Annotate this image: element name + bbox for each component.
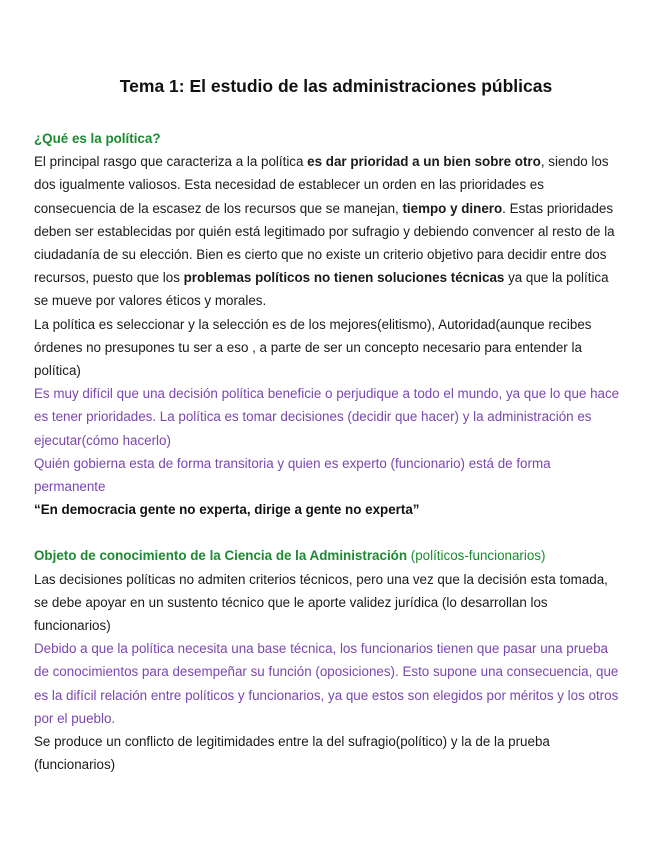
highlighted-paragraph: Quién gobierna esta de forma transitoria y quien es experto (funcionario) está de forma permanente: [34, 455, 551, 495]
text-run: El principal rasgo que caracteriza a la política: [34, 154, 308, 170]
section-politica: [34, 127, 624, 521]
text-run: ya que la política se mueve por valores éticos y morales.: [34, 270, 609, 309]
bold-phrase: tiempo y dinero: [402, 200, 503, 216]
text-run: . Estas prioridades deben ser establecidas por quién está legitimado por sufragio y debiendo convencer al resto de la ciudadanía de su elección. Bien es cierto que no existe un criterio objetivo para decidir entre dos recursos, puesto que los: [34, 200, 615, 286]
section-heading-note: (políticos-funcionarios): [407, 548, 546, 564]
bold-phrase: es dar prioridad a un bien sobre otro: [307, 154, 541, 170]
text-run: , siendo los dos igualmente valiosos. Esta necesidad de establecer un orden en las prioridades es consecuencia de la escasez de los recursos que se manejan,: [34, 154, 609, 216]
highlighted-paragraph: Debido a que la política necesita una base técnica, los funcionarios tienen que pasar una prueba de conocimientos para desempeñar su función (oposiciones). Esto supone una consecuencia, que es la difícil relación entre políticos y funcionarios, ya que estos son elegidos por méritos y los otros por el pueblo.: [34, 641, 619, 726]
section-heading: ¿Qué es la política?: [34, 131, 161, 146]
spacer: [34, 521, 624, 544]
paragraph: [34, 150, 624, 312]
quote: “En democracia gente no experta, dirige a gente no experta”: [34, 502, 420, 518]
section-heading-line: [34, 544, 624, 567]
document-page: [34, 76, 624, 776]
highlighted-paragraph: Es muy difícil que una decisión política beneficie o perjudique a todo el mundo, ya que lo que hace es tener prioridades. La política es tomar decisiones (decidir que hacer) y la administración es ejecutar(cómo hacerlo): [34, 386, 620, 448]
paragraph: Se produce un conflicto de legitimidades entre la del sufragio(político) y la de la prueba (funcionarios): [34, 734, 550, 773]
section-objeto: [34, 544, 624, 776]
paragraph: La política es seleccionar y la selección es de los mejores(elitismo), Autoridad(aunque recibes órdenes no presupones tu ser a eso , a parte de ser un concepto necesario para entender la política): [34, 316, 592, 379]
page-title: Tema 1: El estudio de las administraciones públicas: [119, 76, 553, 96]
paragraph: Las decisiones políticas no admiten criterios técnicos, pero una vez que la decisión esta tomada, se debe apoyar en un sustento técnico que le aporte validez jurídica (lo desarrollan los funcionarios): [34, 571, 608, 634]
section-heading: Objeto de conocimiento de la Ciencia de la Administración: [34, 548, 408, 564]
bold-phrase: problemas políticos no tienen soluciones técnicas: [183, 270, 505, 286]
